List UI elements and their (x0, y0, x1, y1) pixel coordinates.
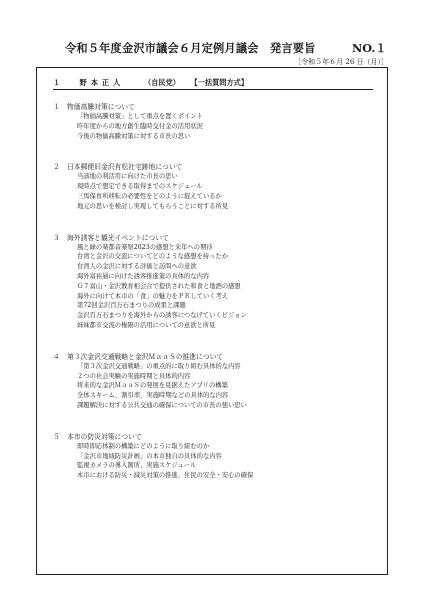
topic-item-list (53, 112, 373, 141)
topic-item: 全体スキーム、割引率、実施時期などの具体的な内容 (77, 392, 229, 400)
topic-item: 地元の思いを検討し実現してもらうことに対する所見 (77, 202, 229, 210)
topic-heading (53, 102, 373, 112)
topic-item: 当該地の利活用に向けた市長の思い (77, 173, 178, 181)
speaker-line (53, 78, 373, 88)
topic-number: ５ (53, 432, 60, 441)
speech-summary-frame (36, 67, 388, 575)
topic-title: 第３次金沢交通戦略と金沢ＭａａＳの推進について (67, 352, 224, 361)
speaker-name: 野本正人 (79, 78, 125, 87)
topic-heading (53, 233, 373, 243)
topic-item: 今後の物価高騰対策に対する市長の思い (77, 132, 191, 140)
topic-title: 物価高騰対策について (67, 103, 135, 111)
topic-item: 三馬保育所移転の必要性をどのように捉えているか (77, 192, 222, 200)
topic-item: 即時即応体制の構築にどのように取り組むのか (77, 442, 210, 450)
topic-block (53, 352, 373, 411)
topic-item: 「第３次金沢交通戦略」の重点的に取り組む具体的な内容 (77, 362, 241, 370)
topic-item: 姉妹都市交流の権限の活用についての意欲と所見 (77, 321, 216, 329)
topic-item: 金沢百万石まつりを海外からの誘客につなげていくビジョン (77, 312, 247, 320)
topic-item: 「物価高騰対策」として重点を置くポイント (77, 113, 203, 120)
speaker-number: １ (53, 78, 61, 87)
topic-item: 台湾人の金沢に対する評価と訪問への意欲 (77, 263, 197, 271)
topic-item-list (53, 442, 373, 481)
topic-number: ２ (53, 163, 60, 172)
topic-title: 海外誘客と観光イベントについて (67, 233, 169, 242)
topic-item: 第72回金沢百万石まつりの成果と課題 (77, 302, 186, 310)
topic-item: 海外に向けて本市の「食」の魅力をＰＲしていく考え (77, 292, 229, 300)
topic-item: 監視カメラの導入箇所、実施スケジュール (77, 462, 197, 470)
speaker-underline (53, 89, 373, 90)
topic-title: 本市の防災対策について (67, 432, 142, 441)
topic-item-list (53, 172, 373, 211)
question-style: 【一括質問方式】 (190, 78, 249, 87)
topic-number: ４ (53, 352, 60, 361)
page-number: NO.１ (352, 41, 387, 55)
topic-item: 台湾と金沢の交流についてどのような感想を持ったか (77, 253, 228, 261)
topic-block (53, 432, 373, 481)
topic-heading (53, 352, 373, 362)
topic-item: 風と緑の楽都音楽祭2023の感想と来年への期待 (77, 243, 213, 251)
topic-block (53, 102, 373, 141)
topic-title: 日本郵便旧金沢有松社宅跡地について (67, 163, 183, 172)
topic-number: ３ (53, 233, 60, 242)
topic-item: Ｇ７富山・金沢教育相会合で提供された和食と地酒の感想 (77, 282, 241, 290)
topic-item: 本市における防災・減災対策の推進、住民の安全・安心の確保 (77, 472, 254, 480)
topic-item-list (53, 362, 373, 411)
speaker-party: （自民党） (144, 78, 180, 87)
topic-item: 昨年度からの地方創生臨時交付金の活用状況 (77, 122, 203, 130)
topic-block (53, 233, 373, 331)
topic-item: 現時点で想定できる取得までのスケジュール (77, 183, 203, 191)
topic-item: 「金沢市地域防災計画」の本市独自の具体的な内容 (77, 452, 222, 460)
topic-item: 将来的な金沢ＭａａＳの発展を見据えたアプリの構築 (77, 382, 228, 390)
topic-heading (53, 162, 373, 172)
meeting-date: ［令和５年６月 26 日（月）］ (294, 58, 388, 66)
topic-block (53, 162, 373, 211)
topic-number: １ (53, 103, 60, 111)
topic-list (53, 102, 373, 502)
topic-item-list (53, 243, 373, 331)
topic-heading (53, 432, 373, 442)
topic-item: 海外富裕層に向けた誘客推進策の具体的な内容 (77, 272, 210, 280)
topic-item: ２つの社会実験の実施時期と具体的内容 (77, 372, 191, 380)
topic-item: 課題解決に対する公共交通の確保についての市長の強い思い (77, 401, 247, 409)
page-title: 令和５年度金沢市議会６月定例月議会 発言要旨 (65, 41, 316, 55)
